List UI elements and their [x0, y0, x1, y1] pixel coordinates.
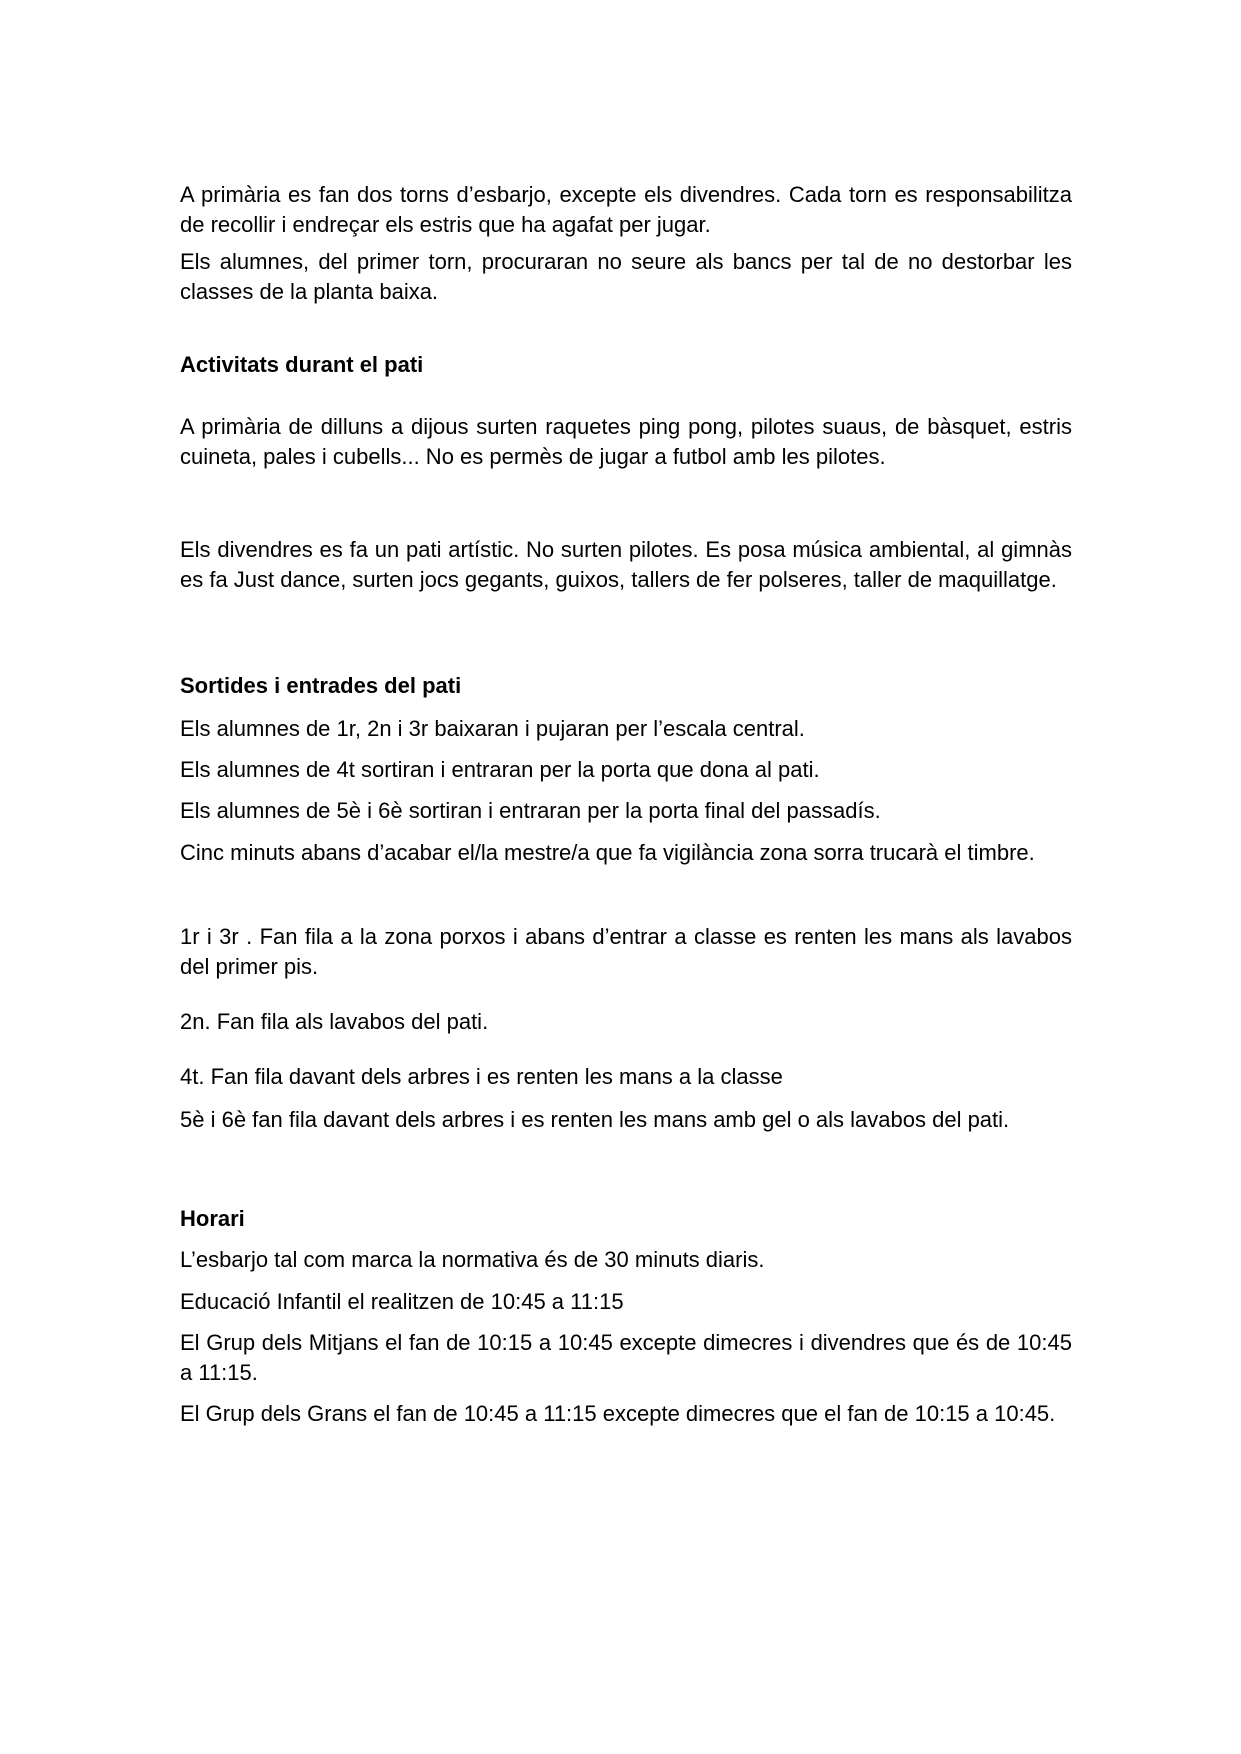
intro-paragraph: A primària es fan dos torns d’esbarjo, excepte els divendres. Cada torn es responsabilitza de recollir i endreçar els estris que ha agafat per jugar. [180, 182, 1072, 237]
paragraph: A primària de dilluns a dijous surten raquetes ping pong, pilotes suaus, de bàsquet, estris cuineta, pales i cubells... No es permès de jugar a futbol amb les pilotes. [180, 414, 1072, 469]
paragraph: Els alumnes de 4t sortiran i entraran per la porta que dona al pati. [180, 757, 820, 782]
paragraph: 2n. Fan fila als lavabos del pati. [180, 1009, 489, 1034]
intro-paragraph: Els alumnes, del primer torn, procuraran no seure als bancs per tal de no destorbar les classes de la planta baixa. [180, 249, 1072, 304]
paragraph: El Grup dels Mitjans el fan de 10:15 a 10:45 excepte dimecres i divendres que és de 10:45 a 11:15. [180, 1330, 1072, 1385]
paragraph: Cinc minuts abans d’acabar el/la mestre/a que fa vigilància zona sorra trucarà el timbre. [180, 840, 1035, 865]
paragraph: Els divendres es fa un pati artístic. No surten pilotes. Es posa música ambiental, al gimnàs es fa Just dance, surten jocs gegants, guixos, tallers de fer polseres, taller de maquillatge. [180, 537, 1072, 592]
section-heading-activitats: Activitats durant el pati [180, 352, 424, 377]
paragraph: L’esbarjo tal com marca la normativa és de 30 minuts diaris. [180, 1247, 765, 1272]
paragraph: 4t. Fan fila davant dels arbres i es renten les mans a la classe [180, 1064, 783, 1089]
paragraph: 5è i 6è fan fila davant dels arbres i es renten les mans amb gel o als lavabos del pati. [180, 1107, 1010, 1132]
paragraph: Educació Infantil el realitzen de 10:45 a 11:15 [180, 1289, 624, 1314]
section-heading-horari: Horari [180, 1206, 245, 1231]
paragraph: 1r i 3r . Fan fila a la zona porxos i abans d’entrar a classe es renten les mans als lavabos del primer pis. [180, 924, 1072, 979]
paragraph: Els alumnes de 5è i 6è sortiran i entraran per la porta final del passadís. [180, 798, 881, 823]
paragraph: Els alumnes de 1r, 2n i 3r baixaran i pujaran per l’escala central. [180, 716, 805, 741]
section-heading-sortides: Sortides i entrades del pati [180, 673, 462, 698]
paragraph: El Grup dels Grans el fan de 10:45 a 11:15 excepte dimecres que el fan de 10:15 a 10:45. [180, 1401, 1056, 1426]
